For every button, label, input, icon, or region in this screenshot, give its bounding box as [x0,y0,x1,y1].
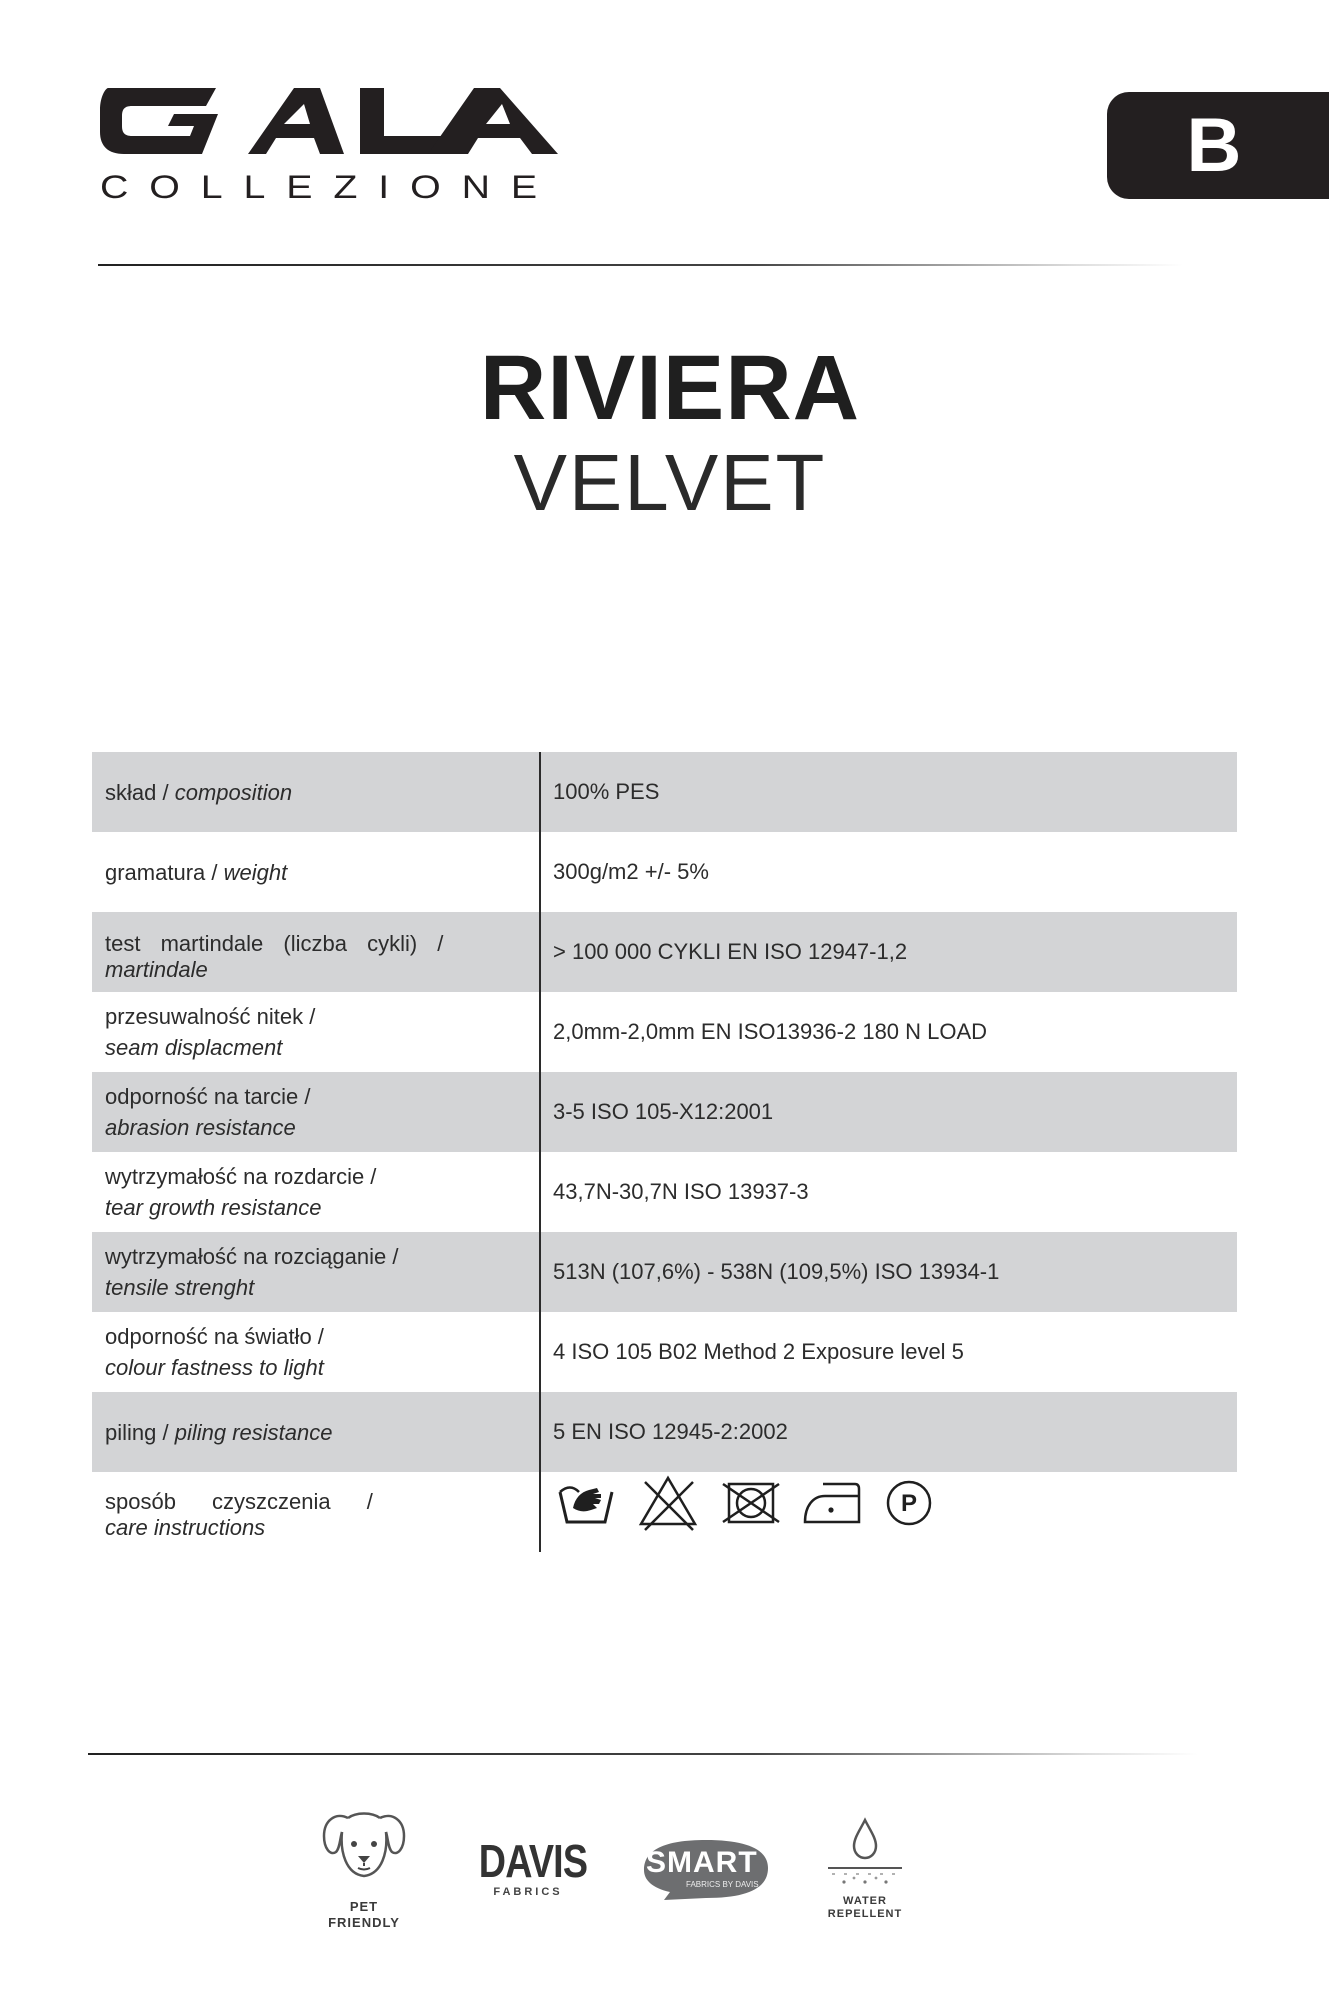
spec-value [541,1472,1237,1552]
spec-label [92,1392,541,1472]
spec-label [92,992,541,1072]
label-en: tensile strenght [105,1275,255,1300]
spec-value: 43,7N-30,7N ISO 13937-3 [553,1179,809,1204]
iron-low-icon [803,1480,863,1526]
water-repellent-badge [820,1816,910,1921]
label-pl: gramatura / [105,859,224,885]
spec-value: 4 ISO 105 B02 Method 2 Exposure level 5 [553,1339,964,1364]
davis-sub: FABRICS [493,1886,563,1898]
pet-friendly-badge [318,1808,410,1931]
table-row [92,992,1237,1072]
label-pl: skład / [105,779,175,805]
hand-wash-icon [557,1480,615,1526]
feature-badges [0,1800,1329,1960]
label-pl: test martindale (liczba cykli) / [105,930,444,956]
water-label-2: REPELLENT [827,1908,903,1920]
table-row [92,832,1237,912]
dog-icon [318,1808,410,1884]
label-en: piling resistance [174,1419,333,1445]
davis-fabrics-badge [468,1835,588,1898]
spec-value: 3-5 ISO 105-X12:2001 [553,1099,774,1124]
label-en: care instructions [105,1514,266,1540]
label-en: colour fastness to light [105,1355,324,1380]
table-row [92,1152,1237,1232]
gala-collezione-logo [98,82,560,202]
table-row [92,912,1237,992]
label-en: martindale [105,956,208,982]
product-type: VELVET [513,438,827,527]
pet-label-2: FRIENDLY [328,1915,400,1930]
header-divider [98,264,1183,266]
category-letter: B [1186,103,1242,188]
do-not-tumble-dry-icon [721,1480,781,1526]
davis-word: DAVIS [478,1835,588,1887]
water-label-1: WATER [843,1895,887,1907]
label-pl: przesuwalność nitek / [105,1004,316,1029]
spec-label [92,1312,541,1392]
table-row [92,1472,1237,1552]
do-not-bleach-icon [637,1474,699,1532]
label-pl: wytrzymałość na rozdarcie / [105,1164,377,1189]
footer-divider [88,1753,1198,1755]
product-name: RIVIERA [479,337,861,439]
label-en: seam displacment [105,1035,283,1060]
spec-value: 100% PES [553,779,660,804]
smart-fabrics-badge [634,1836,778,1904]
label-en: abrasion resistance [105,1115,296,1140]
spec-value: 5 EN ISO 12945-2:2002 [553,1419,788,1444]
category-badge [1107,92,1329,199]
label-pl: odporność na światło / [105,1324,324,1349]
spec-label [92,1232,541,1312]
smart-word: SMART [646,1846,758,1879]
label-en: composition [174,779,293,805]
spec-value: 2,0mm-2,0mm EN ISO13936-2 180 N LOAD [553,1019,988,1044]
pet-label-1: PET [349,1899,379,1914]
spec-value: > 100 000 CYKLI EN ISO 12947-1,2 [553,939,908,964]
spec-label [92,832,541,912]
label-pl: sposób czyszczenia / [105,1488,373,1514]
spec-value: 513N (107,6%) - 538N (109,5%) ISO 13934-1 [553,1259,1000,1284]
spec-label [92,1072,541,1152]
smart-sub: FABRICS BY DAVIS [686,1880,759,1889]
spec-label [92,1472,541,1552]
spec-table [92,752,1237,1552]
table-row [92,1392,1237,1472]
spec-label [92,912,541,992]
gala-logo-icon [98,82,560,202]
table-row [92,1312,1237,1392]
brand-sub-text: COLLEZIONE [100,169,558,202]
label-pl: wytrzymałość na rozciąganie / [105,1244,399,1269]
table-row [92,1232,1237,1312]
water-drop-icon [820,1816,910,1890]
care-icons [553,1474,933,1532]
spec-label [92,752,541,832]
table-row [92,1072,1237,1152]
dry-clean-letter: P [900,1490,918,1517]
professional-dry-clean-icon [885,1479,933,1527]
label-en: weight [223,859,288,885]
spec-value: 300g/m2 +/- 5% [553,859,709,884]
spec-label [92,1152,541,1232]
label-pl: piling / [105,1419,175,1445]
label-en: tear growth resistance [105,1195,322,1220]
table-row [92,752,1237,832]
label-pl: odporność na tarcie / [105,1084,311,1109]
